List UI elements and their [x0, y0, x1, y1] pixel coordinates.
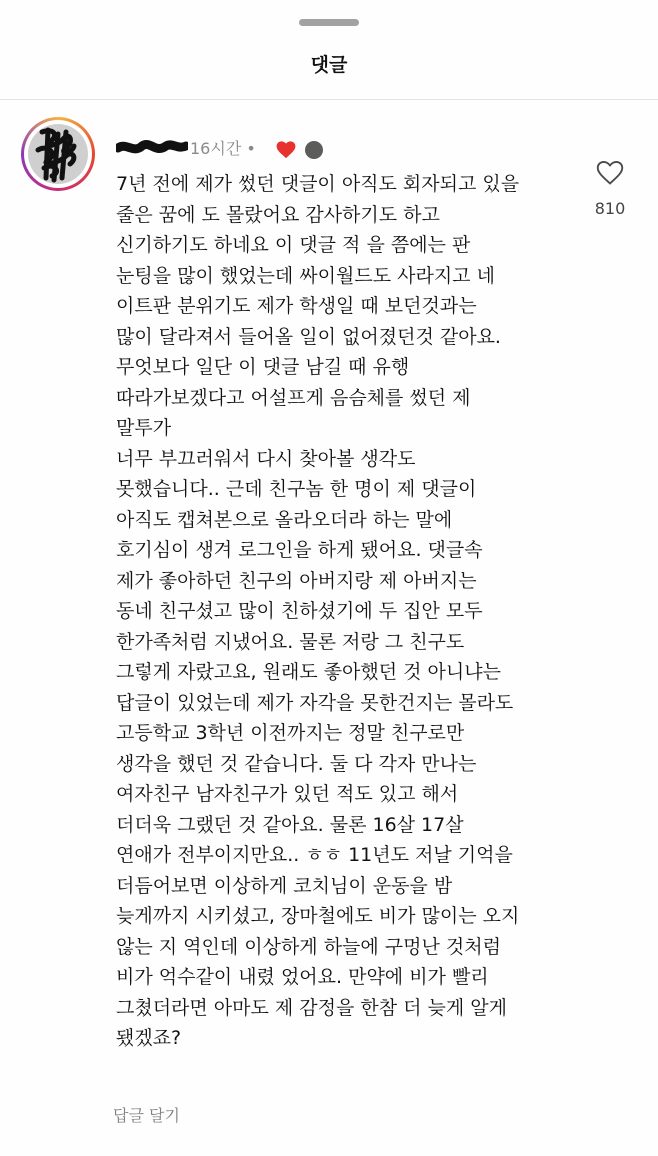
- avatar[interactable]: [21, 117, 95, 191]
- username-redacted[interactable]: [116, 138, 188, 158]
- comment-line: 따라가보겠다고 어설프게 음슴체를 썼던 제: [116, 386, 471, 409]
- comment-line: 제가 좋아하던 친구의 아버지랑 제 아버지는: [116, 569, 477, 592]
- sheet-title: 댓글: [310, 54, 348, 76]
- comment-line: 그쳤더라면 아마도 제 감정을 한참 더 늦게 알게: [116, 996, 508, 1019]
- comment-line: 이트판 분위기도 제가 학생일 때 보던것과는: [116, 295, 477, 317]
- comment-line: 호기심이 생겨 로그인을 하게 됐어요. 댓글속: [116, 539, 483, 561]
- comment-line: 더듬어보면 이상하게 코치님이 운동을 밤: [116, 874, 453, 897]
- creator-avatar: [305, 141, 323, 159]
- comment-line: 답글이 있었는데 제가 자각을 못한건지는 몰라도: [116, 691, 514, 714]
- comment-line: 한가족처럼 지냈어요. 물론 저랑 그 친구도: [116, 630, 465, 653]
- heart-filled-icon: [276, 141, 296, 163]
- comment-line: 눈팅을 많이 했었는데 싸이월드도 사라지고 네: [116, 264, 495, 287]
- comment-line: 그렇게 자랐고요, 원래도 좋아했던 것 아니냐는: [116, 661, 501, 683]
- comment-line: 고등학교 3학년 이전까지는 정말 친구로만: [116, 722, 465, 744]
- comment-line: 7년 전에 제가 썼던 댓글이 아직도 회자되고 있을: [116, 173, 520, 195]
- comment-line: 줄은 꿈에 도 몰랐어요 감사하기도 하고: [116, 203, 440, 226]
- comment-line: 비가 억수같이 내렸 었어요. 만약에 비가 빨리: [116, 966, 489, 988]
- drag-handle[interactable]: [299, 19, 359, 26]
- avatar-scribble-redaction: [28, 124, 88, 184]
- comment-line: 너무 부끄러워서 다시 찾아볼 생각도: [116, 447, 416, 470]
- comment-line: 늦게까지 시키셨고, 장마철에도 비가 많이는 오지: [116, 905, 520, 927]
- comment-body: [116, 169, 586, 1054]
- comment-time: 16시간 •: [190, 139, 256, 158]
- comment-line: 무엇보다 일단 이 댓글 남길 때 유행: [116, 356, 410, 378]
- heart-outline-icon[interactable]: [596, 160, 624, 190]
- comment-line: 생각을 했던 것 같습니다. 둘 다 각자 만나는: [116, 752, 477, 775]
- like-count: 810: [594, 199, 626, 218]
- comment-line: 아직도 캡쳐본으로 올라오더라 하는 말에: [116, 508, 453, 531]
- comment-line: 못했습니다.. 근데 친구놈 한 명이 제 댓글이: [116, 478, 477, 500]
- comment-line: 연애가 전부이지만요.. ㅎㅎ 11년도 저날 기억을: [116, 844, 513, 866]
- comment-line: 동네 친구셨고 많이 친하셨기에 두 집안 모두: [116, 600, 483, 622]
- comment-line: 않는 지 역인데 이상하게 하늘에 구멍난 것처럼: [116, 935, 501, 958]
- header-divider: [0, 99, 658, 100]
- comment-line: 신기하기도 하네요 이 댓글 적 을 쯤에는 판: [116, 234, 471, 256]
- comment-line: 말투가: [116, 417, 172, 439]
- comment-line: 더더욱 그랬던 것 같아요. 물론 16살 17살: [116, 813, 464, 836]
- reply-button[interactable]: 답글 달기: [113, 1106, 180, 1125]
- comment-line: 여자친구 남자친구가 있던 적도 있고 해서: [116, 783, 459, 805]
- comment-line: 됐겠죠?: [116, 1027, 182, 1049]
- comment-line: 많이 달라져서 들어올 일이 없어졌던것 같아요.: [116, 325, 501, 348]
